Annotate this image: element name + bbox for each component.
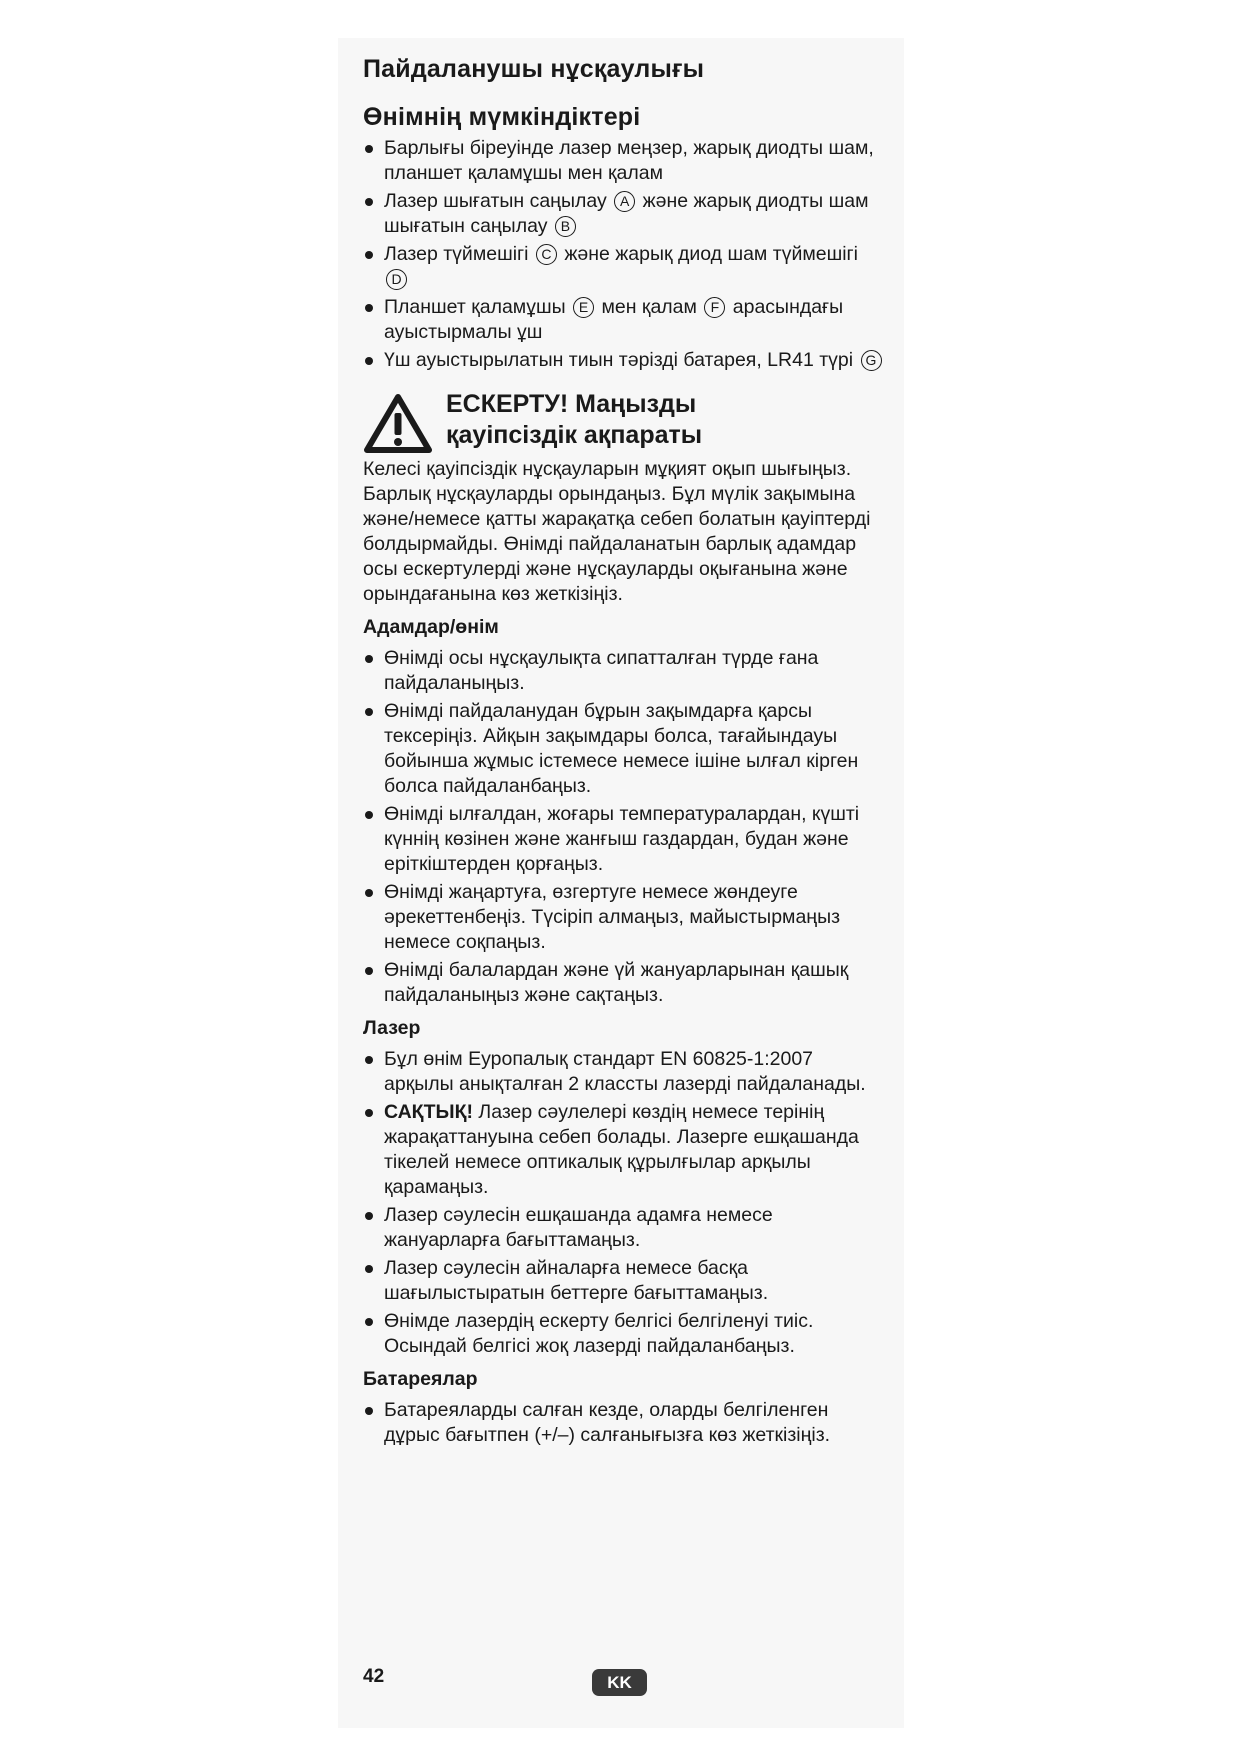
feature-item: Үш ауыстырылатын тиын тәрізді батарея, LR41 түрі G bbox=[363, 348, 888, 373]
people-item: Өнімді жаңартуға, өзгертуге немесе жөндеуге әрекеттенбеңіз. Түсіріп алмаңыз, майыстырмаңыз немесе соқпаңыз. bbox=[363, 880, 888, 955]
laser-caution-item: САҚТЫҚ! Лазер сәулелері көздің немесе терінің жарақаттануына себеп болады. Лазерге ешқашанда тікелей немесе оптикалық құрылғылар арқылы қарамаңыз. bbox=[363, 1100, 888, 1200]
batteries-title: Батареялар bbox=[363, 1368, 478, 1390]
feature-item: Планшет қаламұшы E мен қалам F арасындағы ауыстырмалы ұш bbox=[363, 295, 888, 345]
features-list bbox=[363, 136, 888, 373]
laser-item: Лазер сәулесін айналарға немесе басқа шағылыстыратын беттерге бағыттамаңыз. bbox=[363, 1256, 888, 1306]
label-c-icon: C bbox=[536, 244, 557, 265]
people-item: Өнімді балалардан және үй жануарларынан қашық пайдаланыңыз және сақтаңыз. bbox=[363, 958, 888, 1008]
language-badge: KK bbox=[592, 1669, 647, 1696]
feature-item: Лазер түймешігі C және жарық диод шам түймешігі D bbox=[363, 242, 888, 292]
label-a-icon: A bbox=[614, 191, 635, 212]
laser-item: Бұл өнім Еуропалық стандарт EN 60825-1:2007 арқылы анықталған 2 классты лазерді пайдаланады. bbox=[363, 1047, 888, 1097]
label-g-icon: G bbox=[861, 350, 882, 371]
caution-label: САҚТЫҚ! bbox=[384, 1101, 473, 1123]
laser-item: Өнімде лазердің ескерту белгісі белгіленуі тиіс. Осындай белгісі жоқ лазерді пайдаланбаңыз. bbox=[363, 1309, 888, 1359]
people-item: Өнімді пайдаланудан бұрын зақымдарға қарсы тексеріңіз. Айқын зақымдары болса, тағайындауы бойынша жұмыс істемесе немесе ішіне ылғал кірген болса пайдаланбаңыз. bbox=[363, 699, 888, 799]
page-number: 42 bbox=[363, 1666, 385, 1687]
feature-item: Барлығы біреуінде лазер меңзер, жарық диодты шам, планшет қаламұшы мен қалам bbox=[363, 136, 888, 186]
feature-item: Лазер шығатын саңылау A және жарық диодты шам шығатын саңылау B bbox=[363, 189, 888, 239]
document-title: Пайдаланушы нұсқаулығы bbox=[363, 55, 705, 83]
manual-content bbox=[363, 54, 888, 1451]
label-d-icon: D bbox=[386, 269, 407, 290]
laser-item: Лазер сәулесін ешқашанда адамға немесе жануарларға бағыттамаңыз. bbox=[363, 1203, 888, 1253]
features-title: Өнімнің мүмкіндіктері bbox=[363, 103, 641, 131]
laser-title: Лазер bbox=[363, 1017, 421, 1039]
people-title: Адамдар/өнім bbox=[363, 616, 499, 638]
battery-item: Батареяларды салған кезде, оларды белгіленген дұрыс бағытпен (+/–) салғанығызға көз жеткізіңіз. bbox=[363, 1398, 888, 1448]
warning-intro: Келесі қауіпсіздік нұсқауларын мұқият оқып шығыңыз. Барлық нұсқауларды орындаңыз. Бұл мүлік зақымына және/немесе қатты жарақатқа себеп болатын қауіптерді болдырмайды. Өнімді пайдаланатын барлық адамдар осы ескертулерді және нұсқауларды оқығанына және орындағанына көз жеткізіңіз. bbox=[363, 458, 871, 605]
label-b-icon: B bbox=[555, 216, 576, 237]
label-f-icon: F bbox=[704, 297, 725, 318]
people-item: Өнімді осы нұсқаулықта сипатталған түрде ғана пайдаланыңыз. bbox=[363, 646, 888, 696]
warning-title: ЕСКЕРТУ! Маңызды қауіпсіздік ақпараты bbox=[446, 390, 703, 449]
warning-triangle-icon bbox=[363, 393, 433, 455]
people-list bbox=[363, 646, 888, 1008]
batteries-list bbox=[363, 1398, 888, 1448]
label-e-icon: E bbox=[573, 297, 594, 318]
warning-header bbox=[363, 389, 888, 455]
laser-list bbox=[363, 1047, 888, 1359]
people-item: Өнімді ылғалдан, жоғары температуралардан, күшті күннің көзінен және жанғыш газдардан, будан және еріткіштерден қорғаңыз. bbox=[363, 802, 888, 877]
